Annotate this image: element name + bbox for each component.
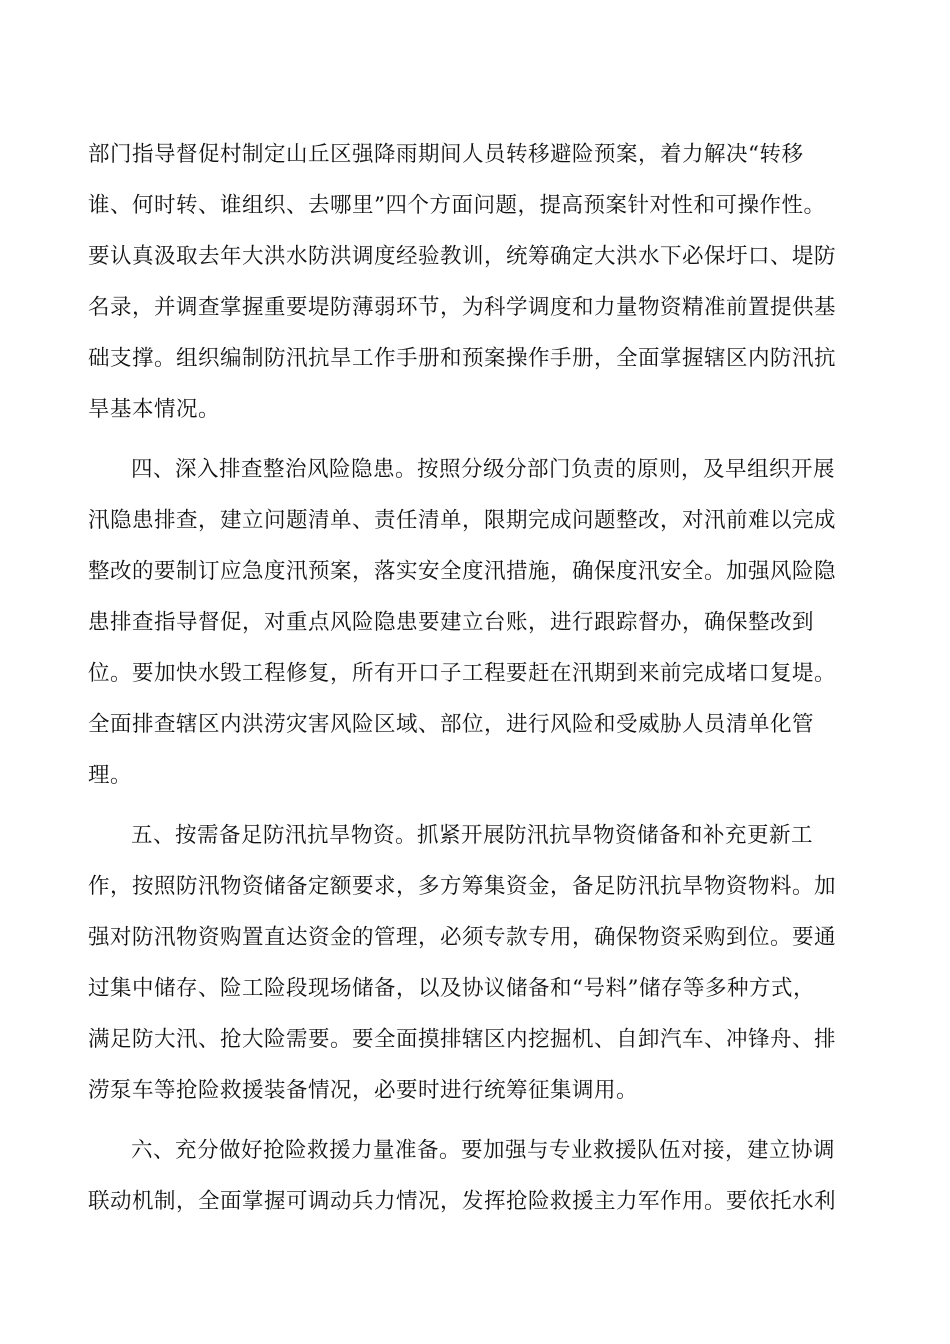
text-line: 联动机制，全面掌握可调动兵力情况，发挥抢险救援主力军作用。要依托水利 (88, 1189, 837, 1214)
text-line: 名录，并调查掌握重要堤防薄弱环节，为科学调度和力量物资精准前置提供基 (88, 295, 837, 320)
text-line: 四、深入排查整治风险隐患。按照分级分部门负责的原则，及早组织开展 (131, 457, 836, 482)
document-body (88, 129, 862, 1227)
text-line: 础支撑。组织编制防汛抗旱工作手册和预案操作手册，全面掌握辖区内防汛抗 (88, 346, 837, 371)
text-line: 作，按照防汛物资储备定额要求，多方筹集资金，备足防汛抗旱物资物料。加 (88, 874, 837, 899)
paragraph-4 (88, 1125, 862, 1227)
text-line: 过集中储存、险工险段现场储备，以及协议储备和“号料”储存等多种方式， (88, 976, 815, 1001)
paragraph-3 (88, 810, 862, 1116)
text-line: 五、按需备足防汛抗旱物资。抓紧开展防汛抗旱物资储备和补充更新工 (131, 823, 814, 848)
paragraph-1 (88, 129, 862, 435)
text-line: 全面排查辖区内洪涝灾害风险区域、部位，进行风险和受威胁人员清单化管 (88, 712, 815, 737)
paragraph-2 (88, 444, 862, 801)
text-line: 满足防大汛、抢大险需要。要全面摸排辖区内挖掘机、自卸汽车、冲锋舟、排 (88, 1027, 837, 1052)
text-line: 整改的要制订应急度汛预案，落实安全度汛措施，确保度汛安全。加强风险隐 (88, 559, 837, 584)
text-line: 谁、何时转、谁组织、去哪里”四个方面问题，提高预案针对性和可操作性。 (88, 193, 826, 218)
text-line: 位。要加快水毁工程修复，所有开口子工程要赶在汛期到来前完成堵口复堤。 (88, 661, 837, 686)
text-line: 理。 (88, 763, 133, 788)
text-line: 汛隐患排查，建立问题清单、责任清单，限期完成问题整改，对汛前难以完成 (88, 508, 837, 533)
text-line: 涝泵车等抢险救援装备情况，必要时进行统筹征集调用。 (88, 1078, 639, 1103)
text-line: 要认真汲取去年大洪水防洪调度经验教训，统筹确定大洪水下必保圩口、堤防 (88, 244, 837, 269)
text-line: 部门指导督促村制定山丘区强降雨期间人员转移避险预案，着力解决“转移 (88, 142, 804, 167)
text-line: 六、充分做好抢险救援力量准备。要加强与专业救援队伍对接，建立协调 (131, 1138, 836, 1163)
text-line: 强对防汛物资购置直达资金的管理，必须专款专用，确保物资采购到位。要通 (88, 925, 837, 950)
text-line: 患排查指导督促，对重点风险隐患要建立台账，进行跟踪督办，确保整改到 (88, 610, 815, 635)
text-line: 旱基本情况。 (88, 397, 221, 422)
